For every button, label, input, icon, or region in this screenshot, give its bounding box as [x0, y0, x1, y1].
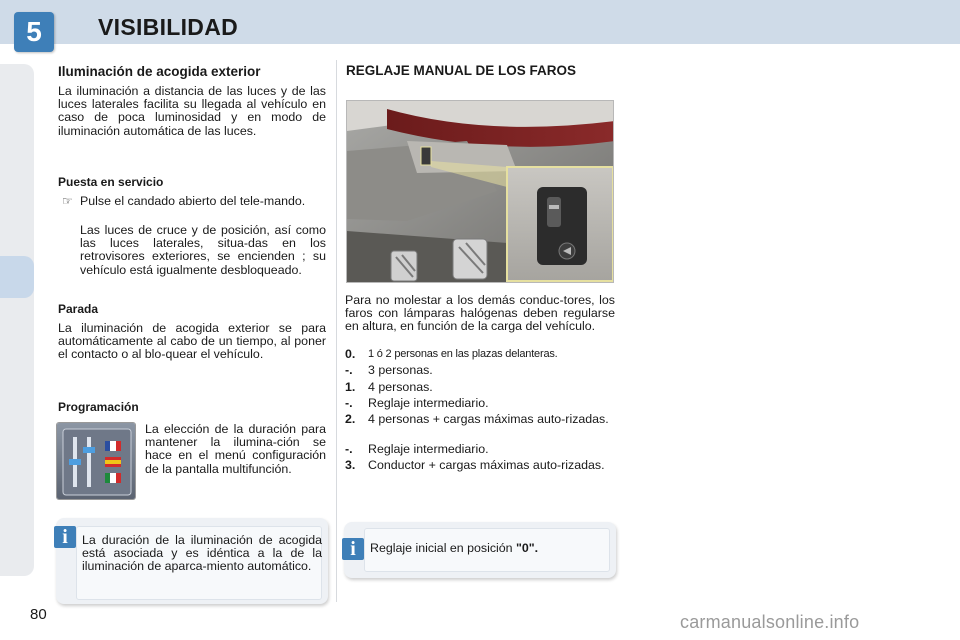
setting-row-5	[345, 443, 617, 457]
headlamp-adjustment-photo	[346, 100, 614, 283]
page-title: VISIBILIDAD	[98, 14, 239, 40]
info-icon: i	[342, 538, 364, 560]
setting-value: 3 personas.	[368, 363, 433, 377]
info-text-right-value: "0".	[516, 541, 539, 555]
side-tab	[0, 256, 34, 298]
setting-value: 1 ó 2 personas en las plazas delanteras.	[368, 348, 558, 360]
setting-key: -.	[345, 396, 353, 410]
setting-value: 4 personas.	[368, 380, 433, 394]
activation-step: Pulse el candado abierto del tele-mando.	[80, 194, 306, 208]
activation-detail: Las luces de cruce y de posición, así como las luces laterales, situa-das en los retrovisores exteriores, se encienden ; su vehículo está igualmente desbloqueado.	[80, 223, 326, 277]
side-strip	[0, 64, 34, 576]
setting-key: 3.	[345, 458, 356, 472]
welcome-lighting-intro: La iluminación a distancia de las luces y de las luces laterales facilita su llegada al vehículo en caso de poca luminosidad y en modo de iluminación automática de las luces.	[58, 84, 326, 138]
stop-text: La iluminación de acogida exterior se para automáticamente al cabo de un tiempo, al poner el contacto o al blo-quear el vehículo.	[58, 321, 326, 362]
setting-key: 2.	[345, 412, 356, 426]
setting-key: 0.	[345, 347, 356, 361]
page-number: 80	[30, 606, 47, 623]
setting-key: -.	[345, 363, 353, 377]
setting-row-6	[345, 459, 617, 487]
setting-row-2	[345, 381, 617, 395]
setting-row-3	[345, 397, 617, 411]
setting-value: Conductor + cargas máximas auto-rizadas.	[368, 458, 605, 472]
info-text-left: La duración de la iluminación de acogida está asociada y es idéntica a la de la iluminación de aparca-miento automático.	[82, 533, 322, 574]
section-heading-headlamp-adjustment: REGLAJE MANUAL DE LOS FAROS	[346, 63, 577, 78]
programming-text: La elección de la duración para mantener la ilumina-ción se hace en el menú configuración de la pantalla multifunción.	[145, 422, 326, 476]
setting-key: 1.	[345, 380, 356, 394]
pointing-hand-icon: ☞	[62, 194, 73, 208]
setting-row-4	[345, 413, 617, 441]
column-divider	[336, 60, 337, 602]
chapter-number-badge: 5	[14, 12, 54, 52]
setting-value: Reglaje intermediario.	[368, 396, 489, 410]
subheading-programming: Programación	[58, 400, 139, 414]
subheading-activation: Puesta en servicio	[58, 175, 164, 189]
subheading-stop: Parada	[58, 302, 99, 316]
setting-row-0	[345, 348, 617, 362]
setting-value: 4 personas + cargas máximas auto-rizadas.	[368, 412, 609, 426]
setting-key: -.	[345, 442, 353, 456]
multifunction-display-menu-image	[56, 422, 136, 500]
info-text-right	[370, 542, 610, 555]
setting-value: Reglaje intermediario.	[368, 442, 489, 456]
watermark-text: carmanualsonline.info	[680, 612, 860, 632]
headlamp-intro: Para no molestar a los demás conduc-tores, los faros con lámparas halógenas deben regularse en altura, en función de la carga del vehículo.	[345, 293, 615, 334]
info-text-right-prefix: Reglaje inicial en posición	[370, 541, 517, 555]
section-heading-welcome-lighting: Iluminación de acogida exterior	[58, 64, 261, 79]
info-icon: i	[54, 526, 76, 548]
setting-row-1	[345, 364, 617, 378]
